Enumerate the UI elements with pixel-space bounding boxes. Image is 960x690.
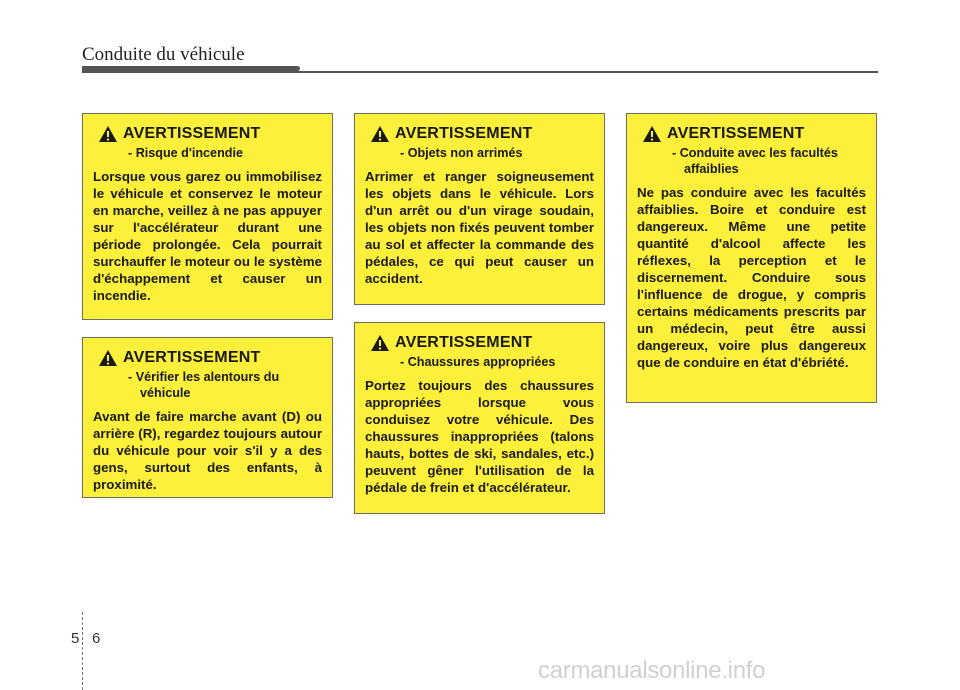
warning-title: AVERTISSEMENT [395, 334, 533, 351]
warning-body: Ne pas conduire avec les facultés affaiblies. Boire et conduire est dangereux. Même une petite quantité d'alcool affecte les réflexes, la perception et le discernement. Conduire sous l'influence de drogue, y compris certains médicaments prescrits par un médecin, peut être aussi dangereux, voire plus dangereux que de conduire en état d'ébriété. [637, 185, 866, 370]
warning-subtitle: - Vérifier les alentours du véhicule [128, 370, 280, 400]
warning-triangle-icon [98, 125, 118, 143]
warning-box-footwear [354, 322, 605, 514]
warning-triangle-icon [370, 334, 390, 352]
warning-subtitle: - Risque d'incendie [128, 146, 243, 160]
warning-header [642, 124, 866, 144]
warning-title: AVERTISSEMENT [123, 125, 261, 142]
warning-header [98, 348, 322, 368]
warning-subtitle: - Chaussures appropriées [400, 355, 556, 369]
warning-box-fire-risk [82, 113, 333, 320]
header-rule [82, 71, 878, 73]
warning-triangle-icon [642, 125, 662, 143]
warning-body: Arrimer et ranger soigneusement les objets dans le véhicule. Lors d'un arrêt ou d'un virage soudain, les objets non fixés peuvent tomber au sol et affecter la commande des pédales, ce qui peut causer un accident. [365, 169, 594, 286]
warning-body: Portez toujours des chaussures appropriées lorsque vous conduisez votre véhicule. Des chaussures inappropriées (talons hauts, bottes de ski, sandales, etc.) peuvent gêner l'utilisation de la pédale de frein et d'accélérateur. [365, 378, 594, 495]
page-number: 6 [92, 630, 101, 647]
warning-box-loose-objects [354, 113, 605, 305]
watermark-link[interactable]: carmanualsonline.info [538, 657, 766, 684]
warning-subtitle: - Conduite avec les facultés affaiblies [672, 146, 838, 176]
warning-box-check-surroundings [82, 337, 333, 498]
page-header-title: Conduite du véhicule [82, 44, 245, 65]
warning-triangle-icon [98, 349, 118, 367]
chapter-number: 5 [71, 630, 80, 647]
warning-triangle-icon [370, 125, 390, 143]
warning-subtitle: - Objets non arrimés [400, 146, 523, 160]
warning-title: AVERTISSEMENT [395, 125, 533, 142]
warning-body: Lorsque vous garez ou immobilisez le véhicule et conservez le moteur en marche, veillez à ne pas appuyer sur l'accélérateur durant une période prolongée. Cela pourrait surchauffer le moteur ou le système d'échappement et causer un incendie. [93, 169, 322, 303]
page-number-divider [82, 612, 83, 690]
warning-header [98, 124, 322, 144]
warning-box-impaired-driving [626, 113, 877, 403]
warning-title: AVERTISSEMENT [123, 349, 261, 366]
warning-body: Avant de faire marche avant (D) ou arrière (R), regardez toujours autour du véhicule pour voir s'il y a des gens, surtout des enfants, à proximité. [93, 409, 322, 492]
warning-title: AVERTISSEMENT [667, 125, 805, 142]
warning-header [370, 124, 594, 144]
warning-header [370, 333, 594, 353]
